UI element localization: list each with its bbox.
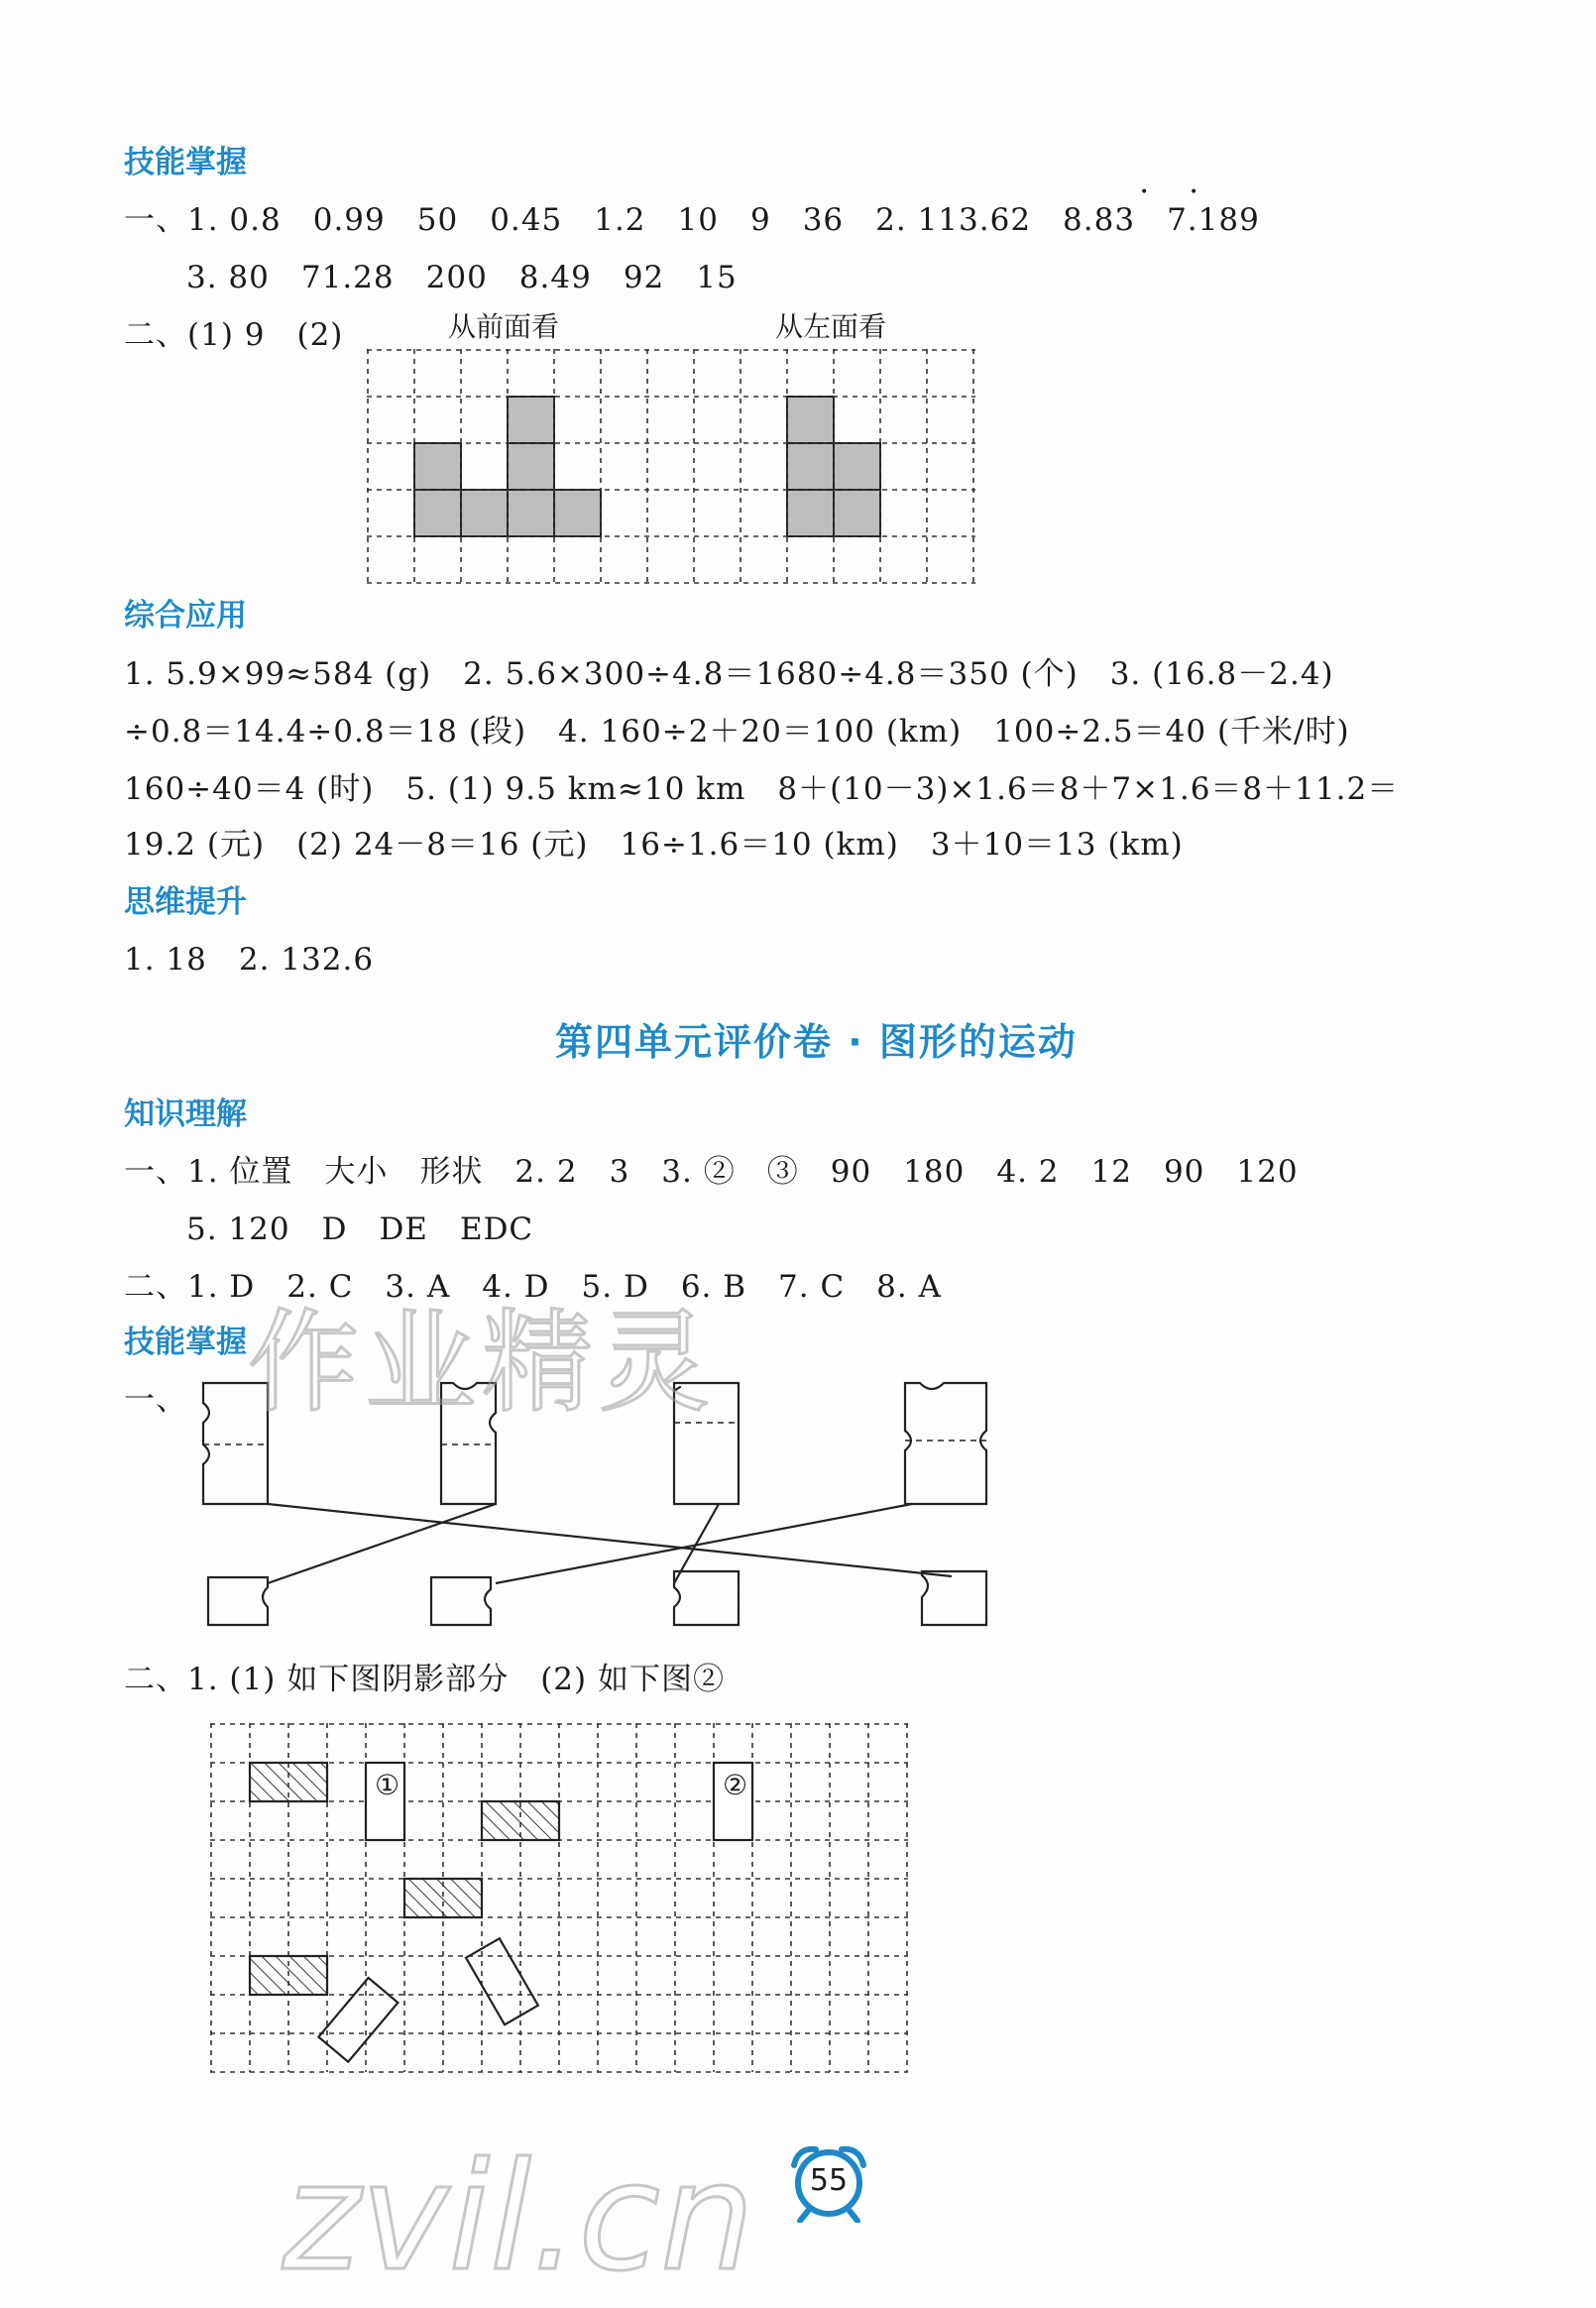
answer-line: 一、1. 0.8 0.99 50 0.45 1.2 10 9 36 2. 113.62 8.83 7.189	[124, 202, 1260, 238]
section-heading-skills-2: 技能掌握	[124, 1325, 247, 1360]
answer-line: 19.2 (元) (2) 24－8＝16 (元) 16÷1.6＝10 (km) 3＋10＝13 (km)	[124, 827, 1184, 863]
caption-front-view: 从前面看	[448, 310, 560, 343]
answer-line: 1. 18 2. 132.6	[124, 942, 375, 978]
answer-line: 5. 120 D DE EDC	[186, 1212, 534, 1247]
watermark-site: zvil.cn	[283, 2132, 755, 2304]
repeat-dot: •	[1190, 184, 1198, 200]
answer-line: 一、	[124, 1382, 187, 1418]
watermark-text: 作业精灵	[248, 1299, 716, 1428]
answer-line: 160÷40＝4 (时) 5. (1) 9.5 km≈10 km 8＋(10－3)×1.6＝8＋7×1.6＝8＋11.2＝	[124, 771, 1400, 807]
section-heading-thinking: 思维提升	[124, 884, 247, 920]
caption-left-view: 从左面看	[775, 310, 887, 343]
section-heading-application: 综合应用	[124, 598, 247, 634]
answer-line: 1. 5.9×99≈584 (g) 2. 5.6×300÷4.8＝1680÷4.8＝350 (个) 3. (16.8－2.4)	[124, 656, 1334, 692]
answer-line: 一、1. 位置 大小 形状 2. 2 3 3. ② ③ 90 180 4. 2 12 90 120	[124, 1154, 1299, 1190]
label-1: ①	[375, 1769, 400, 1801]
unit-title: 第四单元评价卷 · 图形的运动	[555, 1020, 1078, 1064]
answer-line: ÷0.8＝14.4÷0.8＝18 (段) 4. 160÷2＋20＝100 (km) 100÷2.5＝40 (千米/时)	[124, 714, 1350, 750]
label-2: ②	[723, 1769, 748, 1801]
section-heading-skills: 技能掌握	[124, 145, 247, 180]
section-heading-knowledge: 知识理解	[124, 1096, 247, 1132]
answer-line: 二、1. D 2. C 3. A 4. D 5. D 6. B 7. C 8. A	[124, 1269, 943, 1305]
page-number: 55	[809, 2163, 849, 2198]
answer-line: 二、1. (1) 如下图阴影部分 (2) 如下图②	[124, 1662, 725, 1697]
answer-line: 二、(1) 9 (2)	[124, 317, 344, 353]
repeat-dot: •	[1140, 184, 1149, 200]
answer-line: 3. 80 71.28 200 8.49 92 15	[186, 260, 738, 295]
views-grid	[367, 349, 977, 585]
transform-grid	[210, 1723, 910, 2076]
